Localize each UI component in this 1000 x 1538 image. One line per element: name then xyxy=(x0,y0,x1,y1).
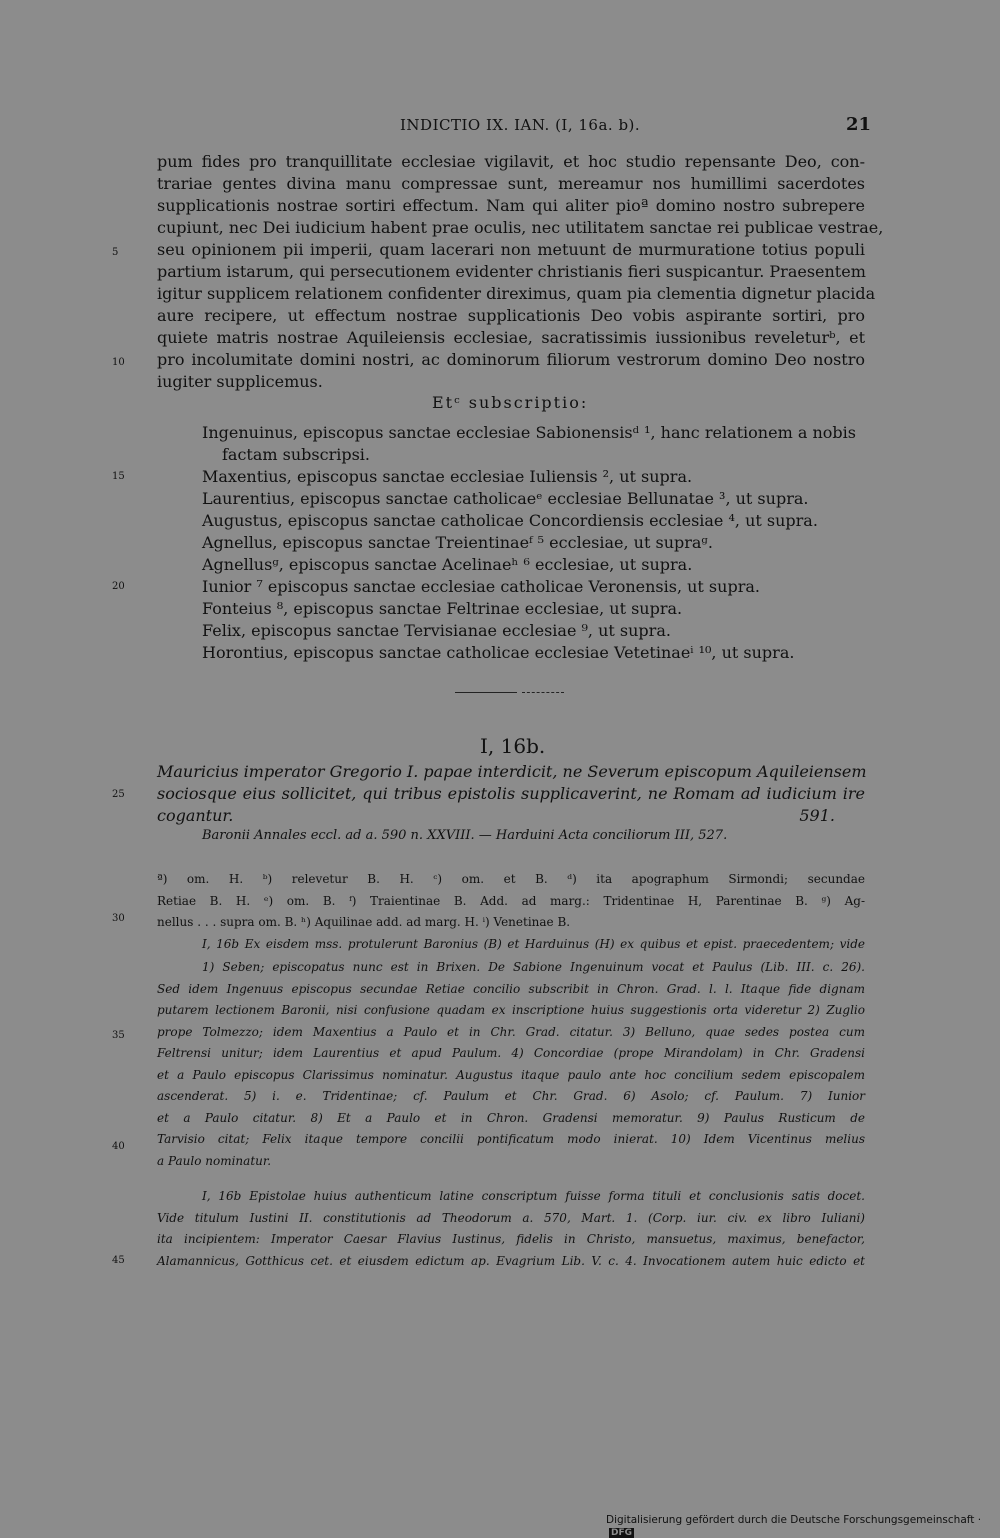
digitization-credit xyxy=(606,1514,1000,1538)
commentary-line: et a Paulo citatur. 8) Et a Paulo et in Chron. Gradensi memoratur. 9) Paulus Rusticum de xyxy=(157,1110,865,1125)
subscriptio-line: Horontius, episcopus sanctae catholicae ecclesiae Vetetinaeⁱ ¹⁰, ut supra. xyxy=(202,643,795,662)
text-line: partium istarum, qui persecutionem evidenter christianis fieri suspicantur. Praesentem xyxy=(157,262,866,281)
text-line: iugiter supplicemus. xyxy=(157,372,323,391)
page-number: 21 xyxy=(846,114,872,135)
commentary-line: a Paulo nominatur. xyxy=(157,1153,272,1168)
final-note xyxy=(157,1186,865,1272)
line-number: 30 xyxy=(112,913,125,924)
subscriptio-line: factam subscripsi. xyxy=(222,445,370,464)
running-title: INDICTIO IX. IAN. (I, 16a. b). xyxy=(400,116,641,134)
subscriptio-line: Ingenuinus, episcopus sanctae ecclesiae Sabionensisᵈ ¹, hanc relationem a nobis xyxy=(202,423,856,442)
line-number: 35 xyxy=(112,1030,125,1041)
dfg-logo: DFG xyxy=(611,1528,633,1538)
apparatus-line: ª) om. H. ᵇ) relevetur B. H. ᶜ) om. et B. ᵈ) ita apographum Sirmondi; secundae xyxy=(157,872,865,886)
subscriptio-line: Agnellus, episcopus sanctae Treientinaeᶠ ⁵ ecclesiae, ut supraᵍ. xyxy=(202,533,713,552)
subscriptio-line: Iunior ⁷ episcopus sanctae ecclesiae catholicae Veronensis, ut supra. xyxy=(202,577,760,596)
text-line: aure recipere, ut effectum nostrae supplicationis Deo vobis aspirante sortiri, pro xyxy=(157,306,865,325)
subscriptio-list xyxy=(202,422,866,664)
apparatus-line: Retiae B. H. ᵉ) om. B. ᶠ) Traientinae B. Add. ad marg.: Tridentinae H, Parentinae B. ᵍ) Ag- xyxy=(157,893,865,908)
text-line: igitur supplicem relationem confidenter direximus, quam pia clementia dignetur placida xyxy=(157,284,876,303)
subscriptio-line: Augustus, episcopus sanctae catholicae Concordiensis ecclesiae ⁴, ut supra. xyxy=(202,511,818,530)
commentary-line: putarem lectionem Baronii, nisi confusione quadam ex inscriptione huius suggestionis orta videretur 2) Zuglio xyxy=(157,1003,865,1017)
subscriptio-line: Felix, episcopus sanctae Tervisianae ecclesiae ⁹, ut supra. xyxy=(202,621,671,640)
subscriptio-line: Laurentius, episcopus sanctae catholicaeᵉ ecclesiae Bellunatae ³, ut supra. xyxy=(202,489,809,508)
section-divider xyxy=(522,692,564,694)
document-number: I, 16b. xyxy=(480,734,546,758)
line-number: 10 xyxy=(112,357,125,368)
final-note-line: ita incipientem: Imperator Caesar Flavius Iustinus, fidelis in Christo, mansuetus, maximus, benefactor, xyxy=(157,1232,865,1246)
line-number: 40 xyxy=(112,1141,125,1152)
text-line: pro incolumitate domini nostri, ac dominorum filiorum vestrorum domino Deo nostro xyxy=(157,350,865,369)
commentary-line: et a Paulo episcopus Clarissimus nominatur. Augustus itaque paulo ante hoc concilium sedem episcopalem xyxy=(157,1067,865,1082)
text-line: seu opinionem pii imperii, quam lacerari non metuunt de murmuratione totius populi xyxy=(157,240,865,259)
final-note-line: Vide titulum Iustini II. constitutionis ad Theodorum a. 570, Mart. 1. (Corp. iur. civ. ex libro Iuliani) xyxy=(157,1210,865,1225)
subscriptio-line: Agnellusᵍ, episcopus sanctae Acelinaeʰ ⁶ ecclesiae, ut supra. xyxy=(202,555,693,574)
text-line: pum fides pro tranquillitate ecclesiae vigilavit, et hoc studio repensante Deo, con- xyxy=(157,152,865,171)
text-line: trariae gentes divina manu compressae sunt, mereamur nos humillimi sacerdotes xyxy=(157,174,865,193)
line-number: 20 xyxy=(112,581,125,592)
regest-line-text: cogantur. xyxy=(157,806,234,825)
subscriptio-line: Fonteius ⁸, episcopus sanctae Feltrinae ecclesiae, ut supra. xyxy=(202,599,683,618)
final-note-line: I, 16b Epistolae huius authenticum latine conscriptum fuisse forma tituli et conclusionis satis docet. xyxy=(202,1189,865,1203)
critical-apparatus xyxy=(157,869,865,955)
commentary-line: Sed idem Ingenuus episcopus secundae Retiae concilio subscribit in Chron. Grad. l. l. Itaque fide dignam xyxy=(157,981,865,996)
main-text xyxy=(157,151,884,393)
regest-line: sociosque eius sollicitet, qui tribus epistolis supplicaverint, ne Romam ad iudicium ire xyxy=(157,784,865,803)
line-number: 15 xyxy=(112,471,125,482)
text-line: cupiunt, nec Dei iudicium habent prae oculis, nec utilitatem sanctae rei publicae vestrae, xyxy=(157,218,884,237)
final-note-line: Alamannicus, Gotthicus cet. et eiusdem edictum ap. Evagrium Lib. V. c. 4. Invocationem autem huic edicto et xyxy=(157,1253,865,1268)
regest-year: 591. xyxy=(799,806,835,825)
regest-line: Mauricius imperator Gregorio I. papae interdicit, ne Severum episcopum Aquileiensem xyxy=(157,762,867,781)
subscriptio-line: Maxentius, episcopus sanctae ecclesiae Iuliensis ², ut supra. xyxy=(202,467,693,486)
credit-text: Digitalisierung gefördert durch die Deutsche Forschungsgemeinschaft · xyxy=(606,1514,982,1526)
text-line: supplicationis nostrae sortiri effectum. Nam qui aliter pioª domino nostro subrepere xyxy=(157,196,865,215)
line-number: 25 xyxy=(112,789,125,800)
commentary-line: ascenderat. 5) i. e. Tridentinae; cf. Paulum et Chr. Grad. 6) Asolo; cf. Paulum. 7) Iunior xyxy=(157,1089,865,1103)
regest xyxy=(157,761,865,827)
regest-line xyxy=(157,805,865,827)
apparatus-line: nellus . . . supra om. B. ʰ) Aquilinae add. ad marg. H. ⁱ) Venetinae B. xyxy=(157,915,571,929)
commentary-line: Feltrensi unitur; idem Laurentius et apud Paulum. 4) Concordiae (prope Mirandolam) in Chr. Gradensi xyxy=(157,1046,865,1060)
subscriptio-title: Etᶜ subscriptio: xyxy=(432,393,589,412)
text-line: quiete matris nostrae Aquileiensis ecclesiae, sacratissimis iussionibus reveleturᵇ, et xyxy=(157,328,865,347)
sources-line: Baronii Annales eccl. ad a. 590 n. XXVIII. — Harduini Acta conciliorum III, 527. xyxy=(202,828,728,843)
commentary-line: Tarvisio citat; Felix itaque tempore concilii pontificatum modo inierat. 10) Idem Vicentinus melius xyxy=(157,1132,865,1146)
section-divider xyxy=(455,692,517,693)
apparatus-line: I, 16b Ex eisdem mss. protulerunt Baronius (B) et Harduinus (H) ex quibus et epist. praecedentem; vide xyxy=(202,936,865,951)
line-number: 5 xyxy=(112,247,119,258)
commentary-line: prope Tolmezzo; idem Maxentius a Paulo et in Chr. Grad. citatur. 3) Belluno, quae sedes postea cum xyxy=(157,1024,865,1039)
line-number: 45 xyxy=(112,1255,125,1266)
commentary-notes xyxy=(157,957,865,1172)
commentary-line: 1) Seben; episcopatus nunc est in Brixen. De Sabione Ingenuinum vocat et Paulus (Lib. III. c. 26). xyxy=(202,960,865,974)
